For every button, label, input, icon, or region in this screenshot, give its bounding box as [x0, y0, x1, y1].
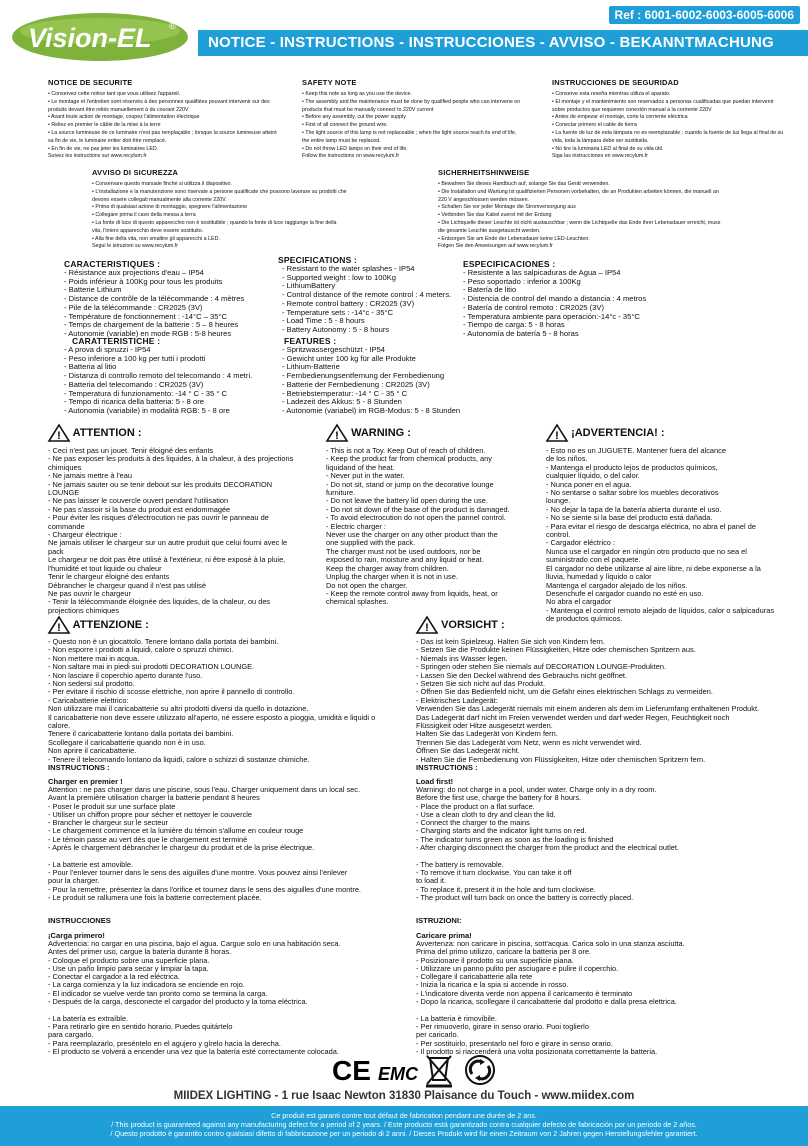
emc-mark-icon	[378, 1064, 419, 1084]
ce-mark-icon	[332, 1055, 371, 1086]
svg-text:!: !	[335, 430, 339, 442]
safety-title-de: SICHERHEITSHINWEISE	[438, 168, 530, 177]
svg-text:®: ®	[169, 21, 177, 32]
warning-title-de: VORSICHT :	[441, 618, 505, 631]
instructions-sub-es: ¡Carga primero!	[48, 931, 105, 940]
instructions-text-it: Avvertenza: non caricare in piscina, sott'acqua. Carica solo in una stanza asciutta. Prima del primo utilizzo, caricare la batteria per 8 ore. - Posizionare il prodotto su una superficie piana. - Utilizzare un panno pulito per asciugare e pulire il coperchio. - Collegare il caricabatterie alla rete - Inizia la ricarica e la spia si accende in rosso. - L'indicatore diventa verde non appena il caricamento è terminato - Dopo la ricarica, scollegare il caricabatterie dal prodotto e dalla presa elettrica. - La batteria è rimovibile. - Per rimuoverlo, girare in senso orario. Puoi toglierlo per caricarlo. - Per sostituirlo, presentarlo nel foro e girare in senso orario. - Il prodotto si riaccenderà una volta posizionata correttamente la batteria.	[416, 939, 685, 1056]
certification-marks	[330, 1050, 520, 1088]
safety-title-fr: NOTICE DE SECURITE	[48, 78, 133, 87]
instructions-text-fr: Attention : ne pas charger dans une piscine, sous l'eau. Charger uniquement dans un local sec. Avant la première utilisation charger la batterie pendant 8 heures - Poser le produit sur une surface plate - Utiliser un chiffon propre pour sécher et nettoyer le couvercle - Brancher le chargeur sur le secteur - Le chargement commence et la lumière du témoin s'allume en couleur rouge - Le témoin passe au vert dès que le chargement est terminé - Après le chargement débrancher le chargeur du produit et de la prise électrique. - La batterie est amovible. - Pour l'enlever tourner dans le sens des aiguilles d'une montre. Vous pouvez ainsi l'enlever pour la charger. - Pour la remettre, présentez la dans l'orifice et tournez dans le sens des aiguilles d'une montre. - Le produit se rallumera une fois la batterie correctement placée.	[48, 785, 361, 902]
specs-text-de: - Spritzwassergeschützt - IP54 - Gewicht unter 100 kg für alle Produkte - Lithium-Batterie - Fernbedienungsentfernung der Fernbedienung - Batterie der Fernbedienung : CR2025 (3V) - Betriebstemperatur: -14 ° C - 35 ° C - Ladezeit des Akkus: 5 - 8 Stunden - Autonomie (variabel) im RGB-Modus: 5 - 8 Stunden	[282, 345, 461, 415]
safety-text-es: • Conserve esta reseña mientras utiliza el aparato. • El montaje y el mantenimiento son reservados a personas cualificadas que puedan intervenir sobre productos que requieren conexión manual a la corriente 220V • Antes de empezar el montaje, corte la corriente eléctrica • Conectar primero el cable de tierra • La fuente de luz de esta lámpara no es reemplazable ; cuando la fuente de luz llega al final de su vida, toda la lámpara debe ser sustituida. • No tire la luminaria LED al final de su vida útil. Siga las instrucciones en www.recylum.fr	[552, 91, 784, 160]
warning-triangle-icon	[326, 424, 348, 442]
recycling-icon	[466, 1056, 494, 1084]
svg-text:CE: CE	[332, 1055, 371, 1086]
instructions-text-es: Advertencia: no cargar en una piscina, bajo el agua. Cargue solo en una habitación seca. Antes del primer uso, cargue la batería durante 8 horas. - Coloque el producto sobre una superficie plana. - Use un paño limpio para secar y limpiar la tapa. - Conectar el cargador a la red eléctrica. - La carga comienza y la luz indicadora se enciende en rojo. - El indicador se vuelve verde tan pronto como se termina la carga. - Después de la carga, desconecte el cargador del producto y la toma eléctrica. - La batería es extraíble. - Para retirarlo gire en sentido horario. Puedes quitártelo para cargarlo. - Para reemplazarlo, preséntelo en el agujero y gírelo hacia la derecha. - El producto se volverá a encender una vez que la batería esté correctamente colocada.	[48, 939, 341, 1056]
safety-text-en: • Keep this note as long as you use the device. • The assembly and the maintenance must be done by qualified people who can intervene on products that must be manually connect to 220V current • Before any assembly, cut the power supply • First of all connect the ground wire. • The light source of this lamp is not replaceable ; when the light source reach its end of life, the entire lamp must be replaced. • Do not throw LED lamps on their end of life. Follow the instructions on www.recylum.fr	[302, 91, 521, 160]
warning-text-de: - Das ist kein Spielzeug. Halten Sie sich von Kindern fern. - Setzen Sie die Produkte keinen Flüssigkeiten, Hitze oder chemischen Spritzern aus. - Niemals ins Wasser legen. - Springen oder stehen Sie niemals auf DECORATION LOUNGE-Produkten. - Lassen Sie den Deckel während des Gebrauchs nicht geöffnet. - Setzen Sie sich nicht auf das Produkt. - Öffnen Sie das Bedienfeld nicht, um die Gefahr eines elektrischen Schlags zu vermeiden. - Elektrisches Ladegerät: Verwenden Sie das Ladegerät niemals mit einem anderen als dem im Lieferumfang enthaltenen Produkt. Das Ladegerät darf nicht im Freien verwendet werden und darf weder Regen, Feuchtigkeit noch Flüssigkeit oder Hitze ausgesetzt werden. Halten Sie das Ladegerät von Kindern fern. Trennen Sie das Ladegerät vom Netz, wenn es nicht verwendet wird. Öffnen Sie das Ladegerät nicht. - Halten Sie die Fernbedienung von Flüssigkeiten, Hitze oder chemischen Spritzern fern.	[416, 637, 760, 764]
specs-text-it: - A prova di spruzzi - IP54 - Peso inferiore a 100 kg per tutti i prodotti - Batteria al litio - Distanza di controllo remoto del telecomando : 4 metri. - Batteria del telecomando : CR2025 (3V) - Temperatura di funzionamento: -14 ° C - 35 ° C - Tempo di ricarica della batteria: 5 - 8 ore - Autonomia (variabile) in modalità RGB: 5 - 8 ore	[64, 345, 253, 415]
svg-text:!: !	[57, 430, 61, 442]
warning-triangle-icon	[48, 424, 70, 442]
guarantee-footer: Ce produit est garanti contre tout défaut de fabrication pendant une durée de 2 ans. / This product is guaranteed against any manufacturing defect for a period of 2 years. / Este producto está garantizado contra cualquier defecto de fabricación por un periodo de 2 años. / Questo prodotto è garantito contro qualsiasi difetto di fabbricazione per un periodo di 2 anni. / Dieses Produkt wird für einen Zeitraum von 2 Jahren gegen Herstellungsfehler garantiert.	[0, 1106, 808, 1146]
warning-title-fr: ATTENTION :	[72, 426, 142, 439]
svg-text:!: !	[555, 430, 559, 442]
warning-text-es: - Esto no es un JUGUETE. Mantener fuera del alcance de los niños. - Mantenga el producto lejos de productos químicos, cualquier líquido, o del calor. - Nunca poner en el agua. - No sentarse o saltar sobre los muebles decorativos lounge. - No dejar la tapa de la batería abierta durante el uso. - No se siente si la base del producto está dañada. - Para evitar el riesgo de descarga eléctrica, no abra el panel de control. - Cargador eléctrico : Nunca use el cargador en ningún otro producto que no sea el suministrado con el paquete. El cargador no debe utilizarse al aire libre, ni debe exponerse a la lluvia, humedad y líquido o calor Mantenga el cargador alejado de los niños. Desenchufe el cargador cuando no esté en uso. No abra el cargador - Mantenga el control remoto alejado de líquidos, calor o salpicaduras de productos químicos.	[546, 446, 775, 624]
safety-text-de: • Bewahren Sie dieses Handbuch auf, solange Sie das Gerät verwenden. • Die Installation und Wartung ist qualifizierten Personen vorbehalten, die an Produkten arbeiten können, die manuell an 220 V angeschlossen werden müssen. • Schalten Sie vor jeder Montage die Stromversorgung aus • Verbinden Sie das Kabel zuerst mit der Erdung • Die Lichtquelle dieser Leuchte ist nicht austauschbar ; wenn die Lichtquelle das Ende ihrer Lebensdauer erreicht, muss die gesamte Leuchte ausgetauscht werden. • Entsorgen Sie am Ende der Lebensdauer keine LED-Leuchten. Folgen Sie den Anweisungen auf www.recylum.fr	[438, 181, 721, 250]
company-address: MIIDEX LIGHTING - 1 rue Isaac Newton 31830 Plaisance du Touch - www.miidex.com	[173, 1090, 635, 1102]
specs-text-fr: - Résistance aux projections d'eau – IP54 - Poids inférieur à 100Kg pour tous les produits - Batterie Lithium - Distance de contrôle de la télécommande : 4 mètres - Pile de la télécommande : CR2025 (3V) - Température de fonctionnement : -14°C – 35°C - Temps de chargement de la batterie : 5 – 8 heures - Autonomie (variable) en mode RGB : 5-8 heures	[64, 268, 245, 338]
instructions-title-it: ISTRUZIONI:	[416, 916, 462, 925]
warning-text-en: - This is not a Toy. Keep Out of reach of children. - Keep the product far from chemical products, any liquidand of the heat. - Never put in the water. - Do not sit, stand or jump on the decorative lounge furniture. - Do not leave the battery lid open during the use. - Do not sit down of the base of the product is damaged. - To avoid electrocution do not open the pannel control. - Electric charger : Never use the charger on any other product than the one supplied with the pack. The charger must not be used outdoors, nor be exposed to rain, moisture and any liquid or heat. Keep the charger away from children. Unplug the charger when it is not in use. Do not open the charger. - Keep the remote control away from liquids, heat, or chemical splashes.	[326, 446, 510, 607]
svg-text:!: !	[425, 622, 429, 634]
specs-title-en: SPECIFICATIONS :	[278, 255, 358, 265]
specs-text-es: - Resistente a las salpicaduras de Agua – IP54 - Peso soportado : inferior a 100Kg - Batería de litio - Distencia de control del mando a distancia : 4 metros - Batería de control remoto : CR2025 (3V) - Temperatura ambiente para operación:-14°c - 35°C - Tiempo de carga: 5 - 8 horas - Autonomía de batería 5 - 8 horas	[463, 268, 647, 338]
instructions-title-es: INSTRUCCIONES	[48, 916, 111, 925]
safety-text-fr: • Conservez cette notice tant que vous utilisez l'appareil. • Le montage et l'entretien sont réservés à des personnes qualifiées pouvant intervenir sur des produits devant être reliés manuellement à du courant 220V • Avant toute action de montage, coupez l'alimentation électrique • Reliez en premier le câble de la mise à la terre • La source lumineuse de ce luminaire n'est pas remplaçable ; lorsque la source lumineuse atteint sa fin de vie, le luminaire entier doit être remplacé. • En fin de vie, ne pas jeter les luminaires LED. Suivez les instructions sur www.recylum.fr	[48, 91, 277, 160]
weee-bin-icon	[426, 1056, 452, 1086]
instructions-sub-fr: Charger en premier !	[48, 777, 123, 786]
specs-title-de: FEATURES :	[284, 336, 337, 346]
safety-title-es: INSTRUCCIONES DE SEGURIDAD	[552, 78, 679, 87]
instructions-sub-it: Caricare prima!	[416, 931, 472, 940]
specs-title-es: ESPECIFICACIONES :	[463, 259, 556, 269]
warning-title-en: WARNING :	[351, 426, 411, 439]
safety-text-it: • Conservare questo manuale finché si utilizza il dispositivo. • L'installazione e la manutenzione sono riservate a persone qualificate che possono lavorare su prodotti che devono essere collegati manualmente alla corrente 220V. • Prima di qualsiasi azione di montaggio, spegnere l'alimentazione • Collegare prima il cavo della messa a terra • La fonte di luce di questo apparecchio non è sostituibile ; quando la fonte di luce raggiunge la fine della vita, l'intero apparecchio deve essere sostituito. • Alla fine della vita, non smaltire gli apparecchi a LED. Segui le istruzioni su www.recylum.fr	[92, 181, 347, 250]
brand-logo-text: Vision-EL	[28, 23, 152, 53]
title-banner: NOTICE - INSTRUCTIONS - INSTRUCCIONES - AVVISO - BEKANNTMACHUNG	[198, 30, 808, 56]
specs-title-fr: CARACTERISTIQUES :	[64, 259, 161, 269]
instructions-sub-en: Load first!	[416, 777, 454, 786]
warning-triangle-icon	[416, 616, 438, 634]
safety-title-en: SAFETY NOTE	[302, 78, 357, 87]
warning-text-fr: - Ceci n'est pas un jouet. Tenir éloigné des enfants - Ne pas exposer les produits à des liquides, à la chaleur, à des projections chimiques - Ne jamais mettre à l'eau - Ne jamais sauter ou se tenir debout sur les produits DECORATION LOUNGE - Ne pas laisser le couvercle ouvert pendant l'utilisation - Ne pas s'assoir si la base du produit est endommagée - Pour éviter les risques d'électrocution ne pas ouvrir le panneau de commande - Chargeur électrique : Ne jamais utiliser le chargeur sur un autre produit que celui fourni avec le pack Le chargeur ne doit pas être utilisé à l'extérieur, ni être exposé à la pluie, l'humidité et tout liquide ou chaleur Tenir le chargeur éloigné des enfants Débrancher le chargeur quand il n'est pas utilisé Ne pas ouvrir le chargeur - Tenir la télécommande éloignée des liquides, de la chaleur, ou des projections chimiques	[48, 446, 294, 615]
instructions-text-en: Warning: do not charge in a pool, under water. Charge only in a dry room. Before the first use, charge the battery for 8 hours. - Place the product on a flat surface. - Use a clean cloth to dry and clean the lid. - Connect the charger to the mains - Charging starts and the indicator light turns on red. - The indicator turns green as soon as the loading is finished - After charging disconnect the charger from the product and the electrical outlet. - The battery is removable. - To remove it turn clockwise. You can take it off to load it. - To replace it, present it in the hole and turn clockwise. - The product will turn back on once the battery is correctly placed.	[416, 785, 679, 902]
brand-logo	[6, 6, 198, 64]
warning-title-es: ¡ADVERTENCIA! :	[571, 426, 665, 439]
specs-text-en: - Resistant to the water splashes - IP54 - Supported weight : low to 100Kg - LithiumBattery - Control distance of the remote control : 4 meters. - Remote control battery : CR2025 (3V) - Temperature sets : -14°c - 35°C - Load Time : 5 - 8 hours - Battery Autonomy : 5 - 8 hours	[282, 264, 452, 334]
instructions-title-en: INSTRUCTIONS :	[416, 763, 478, 772]
warning-triangle-icon	[546, 424, 568, 442]
svg-text:!: !	[57, 622, 61, 634]
instructions-title-fr: INSTRUCTIONS :	[48, 763, 110, 772]
safety-title-it: AVVISO DI SICUREZZA	[92, 168, 179, 177]
svg-text:EMC: EMC	[378, 1064, 418, 1084]
warning-title-it: ATTENZIONE :	[72, 618, 149, 631]
warning-triangle-icon	[48, 616, 70, 634]
warning-text-it: - Questo non è un giocattolo. Tenere lontano dalla portata dei bambini. - Non esporre i prodotti a liquidi, calore o spruzzi chimici. - Non mettere mai in acqua. - Non saltare mai in piedi sui prodotti DECORATION LOUNGE. - Non lasciare il coperchio aperto durante l'uso. - Non sedersi sul prodotto. - Per evitare il rischio di scosse elettriche, non aprire il pannello di controllo. - Caricabatterie elettrico: Non utilizzare mai il caricabatterie su altri prodotti diversi da quello in dotazione. Il caricabatterie non deve essere utilizzato all'aperto, né essere esposto a pioggia, umidità e liquidi o calore. Tenere il caricabatterie lontano dalla portata dei bambini. Scollegare il caricabatterie quando non è in uso. Non aprire il caricabatterie. - Tenere il telecomando lontano da liquidi, calore o schizzi di sostanze chimiche.	[48, 637, 376, 764]
reference-number: Ref : 6001-6002-6003-6005-6006	[609, 6, 800, 24]
specs-title-it: CARATTERISTICHE :	[72, 336, 161, 346]
